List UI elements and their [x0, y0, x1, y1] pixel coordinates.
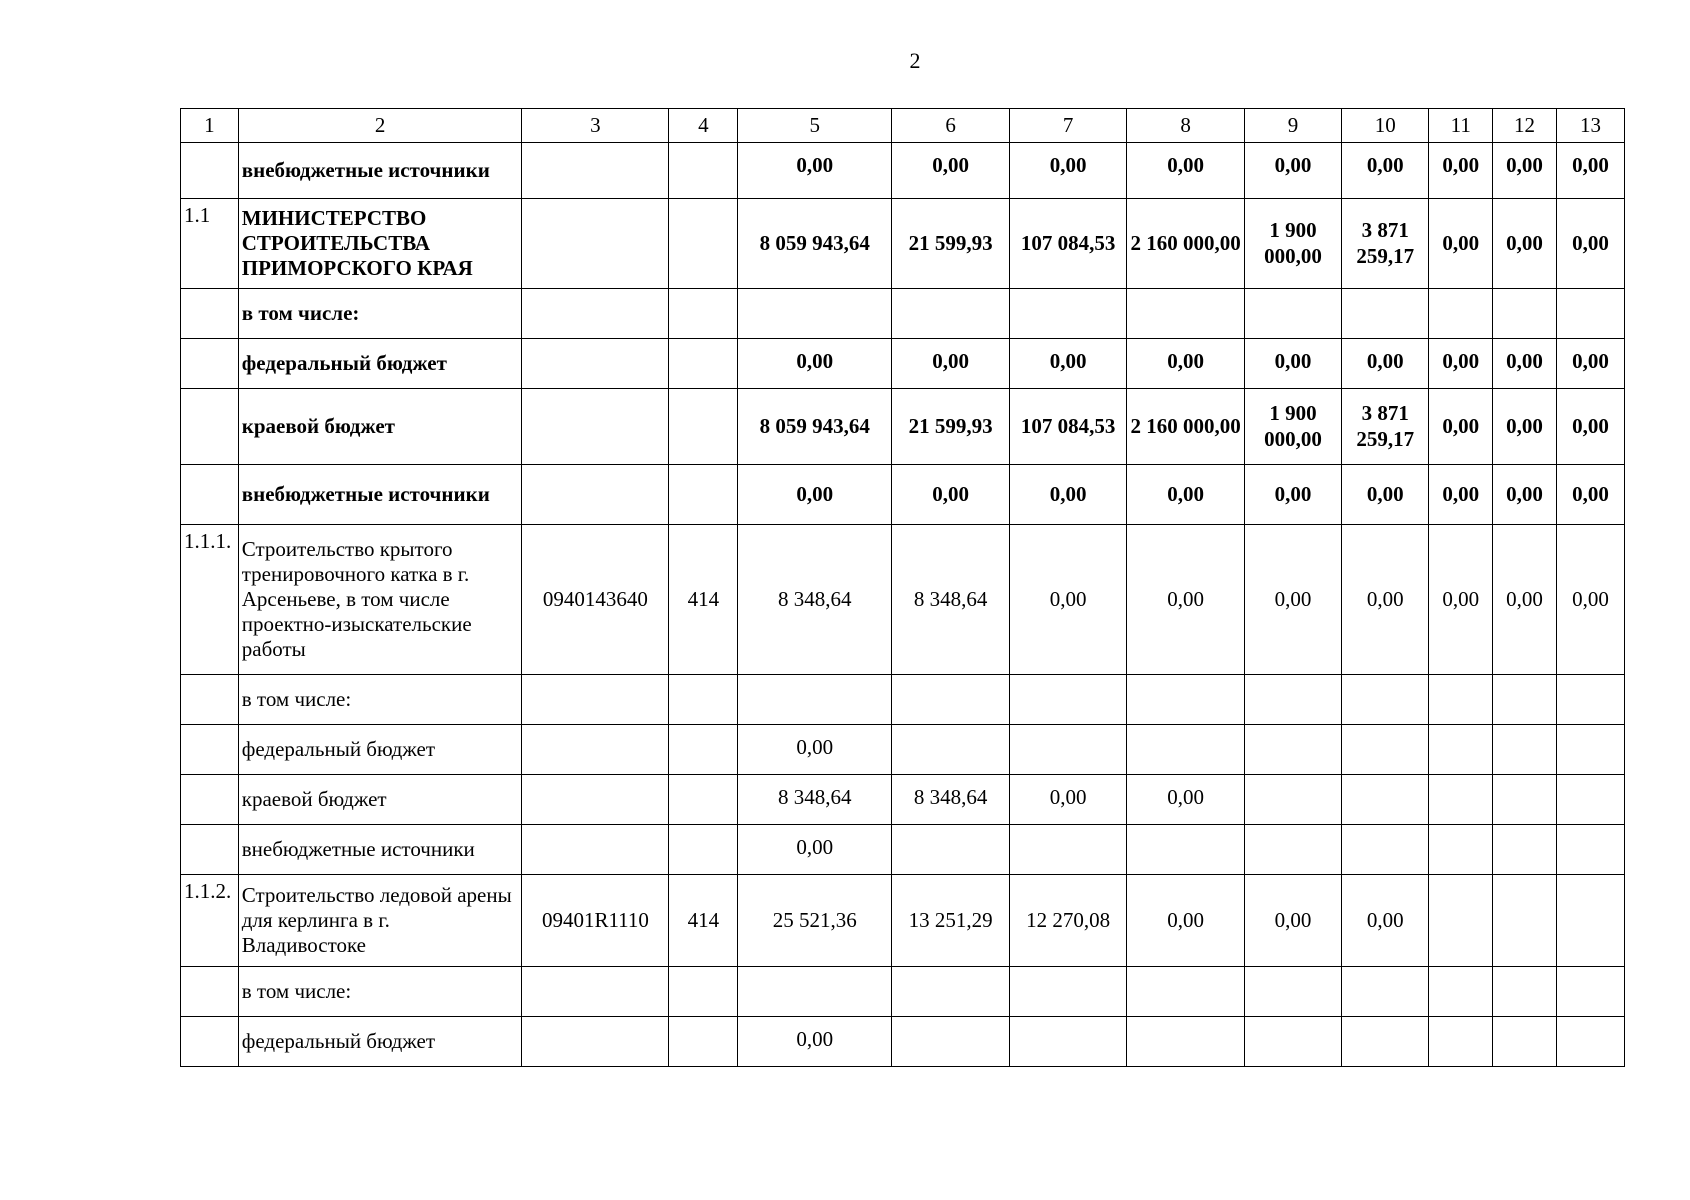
value-cell: 0,00 — [1009, 465, 1127, 525]
value-cell: 25 521,36 — [738, 875, 892, 967]
value-cell: 0,00 — [1342, 525, 1429, 675]
value-cell: 0,00 — [1009, 775, 1127, 825]
table-row — [181, 725, 1625, 775]
row-kvr — [669, 339, 738, 389]
value-cell: 3 871 259,17 — [1342, 389, 1429, 465]
value-cell: 0,00 — [1127, 339, 1245, 389]
row-name: в том числе: — [238, 675, 522, 725]
value-cell — [1127, 725, 1245, 775]
header-cell: 6 — [892, 109, 1010, 143]
value-cell: 0,00 — [1009, 525, 1127, 675]
value-cell — [1429, 875, 1493, 967]
value-cell: 0,00 — [738, 825, 892, 875]
value-cell: 0,00 — [1556, 389, 1624, 465]
row-name: внебюджетные источники — [238, 825, 522, 875]
row-name: в том числе: — [238, 967, 522, 1017]
row-code — [522, 199, 669, 289]
value-cell — [1342, 775, 1429, 825]
row-code — [522, 775, 669, 825]
value-cell — [1244, 1017, 1341, 1067]
value-cell — [1127, 289, 1245, 339]
value-cell — [738, 289, 892, 339]
value-cell: 21 599,93 — [892, 389, 1010, 465]
row-name: федеральный бюджет — [238, 1017, 522, 1067]
header-cell: 12 — [1493, 109, 1557, 143]
value-cell: 8 059 943,64 — [738, 199, 892, 289]
table-row — [181, 339, 1625, 389]
value-cell — [892, 289, 1010, 339]
table-row — [181, 967, 1625, 1017]
value-cell: 8 348,64 — [738, 525, 892, 675]
value-cell — [1009, 289, 1127, 339]
header-cell: 7 — [1009, 109, 1127, 143]
value-cell: 0,00 — [1127, 875, 1245, 967]
value-cell — [892, 967, 1010, 1017]
value-cell: 0,00 — [892, 465, 1010, 525]
value-cell: 0,00 — [892, 339, 1010, 389]
header-cell: 1 — [181, 109, 239, 143]
value-cell — [1429, 825, 1493, 875]
header-cell: 13 — [1556, 109, 1624, 143]
value-cell: 0,00 — [738, 725, 892, 775]
row-index: 1.1.1. — [181, 525, 239, 675]
row-code — [522, 1017, 669, 1067]
page-number: 2 — [909, 48, 921, 73]
table-row — [181, 143, 1625, 199]
value-cell — [1429, 1017, 1493, 1067]
value-cell — [1493, 675, 1557, 725]
row-code — [522, 825, 669, 875]
row-code — [522, 339, 669, 389]
row-index — [181, 775, 239, 825]
value-cell — [1244, 967, 1341, 1017]
row-kvr — [669, 199, 738, 289]
value-cell: 0,00 — [1493, 199, 1557, 289]
header-cell: 11 — [1429, 109, 1493, 143]
value-cell — [1342, 1017, 1429, 1067]
value-cell: 107 084,53 — [1009, 199, 1127, 289]
value-cell — [1429, 967, 1493, 1017]
value-cell — [1127, 1017, 1245, 1067]
row-name: МИНИСТЕРСТВО СТРОИТЕЛЬСТВА ПРИМОРСКОГО КРАЯ — [238, 199, 522, 289]
value-cell — [1556, 675, 1624, 725]
value-cell — [1429, 775, 1493, 825]
value-cell: 0,00 — [1342, 465, 1429, 525]
value-cell — [892, 675, 1010, 725]
value-cell: 0,00 — [1493, 389, 1557, 465]
value-cell: 0,00 — [1556, 525, 1624, 675]
value-cell: 0,00 — [1493, 525, 1557, 675]
value-cell — [1493, 875, 1557, 967]
value-cell — [1244, 825, 1341, 875]
row-code — [522, 465, 669, 525]
value-cell: 0,00 — [1493, 339, 1557, 389]
row-index — [181, 725, 239, 775]
value-cell — [1244, 289, 1341, 339]
row-code — [522, 389, 669, 465]
row-kvr — [669, 289, 738, 339]
value-cell — [892, 725, 1010, 775]
table-row — [181, 389, 1625, 465]
value-cell — [1556, 825, 1624, 875]
value-cell — [892, 1017, 1010, 1067]
row-code: 0940143640 — [522, 525, 669, 675]
row-index — [181, 1017, 239, 1067]
value-cell: 0,00 — [1429, 525, 1493, 675]
row-name: внебюджетные источники — [238, 143, 522, 199]
value-cell — [1342, 967, 1429, 1017]
value-cell: 0,00 — [1556, 339, 1624, 389]
row-kvr — [669, 725, 738, 775]
value-cell — [738, 967, 892, 1017]
value-cell: 8 348,64 — [738, 775, 892, 825]
value-cell: 0,00 — [1429, 465, 1493, 525]
value-cell: 0,00 — [1244, 525, 1341, 675]
value-cell: 0,00 — [1493, 143, 1557, 199]
row-kvr: 414 — [669, 525, 738, 675]
value-cell: 0,00 — [1556, 143, 1624, 199]
value-cell — [1009, 967, 1127, 1017]
row-name: внебюджетные источники — [238, 465, 522, 525]
row-index — [181, 675, 239, 725]
value-cell — [892, 825, 1010, 875]
row-code — [522, 143, 669, 199]
row-name: в том числе: — [238, 289, 522, 339]
value-cell: 0,00 — [1244, 465, 1341, 525]
row-kvr — [669, 465, 738, 525]
value-cell: 2 160 000,00 — [1127, 199, 1245, 289]
value-cell — [1493, 1017, 1557, 1067]
value-cell: 3 871 259,17 — [1342, 199, 1429, 289]
value-cell — [1556, 967, 1624, 1017]
value-cell — [1556, 725, 1624, 775]
value-cell — [1127, 825, 1245, 875]
value-cell: 0,00 — [1556, 465, 1624, 525]
row-code — [522, 725, 669, 775]
value-cell — [1429, 675, 1493, 725]
value-cell — [1556, 875, 1624, 967]
table-row — [181, 199, 1625, 289]
value-cell — [1244, 725, 1341, 775]
value-cell — [1127, 967, 1245, 1017]
row-name: федеральный бюджет — [238, 725, 522, 775]
row-kvr — [669, 1017, 738, 1067]
value-cell: 21 599,93 — [892, 199, 1010, 289]
value-cell: 1 900 000,00 — [1244, 389, 1341, 465]
header-row — [181, 109, 1625, 143]
value-cell: 1 900 000,00 — [1244, 199, 1341, 289]
value-cell — [1342, 289, 1429, 339]
value-cell: 0,00 — [738, 339, 892, 389]
value-cell: 107 084,53 — [1009, 389, 1127, 465]
row-kvr — [669, 675, 738, 725]
row-index — [181, 967, 239, 1017]
value-cell — [1493, 289, 1557, 339]
table-row — [181, 875, 1625, 967]
row-code: 09401R1110 — [522, 875, 669, 967]
value-cell — [1009, 725, 1127, 775]
value-cell — [1429, 725, 1493, 775]
row-index — [181, 825, 239, 875]
value-cell — [1493, 967, 1557, 1017]
value-cell: 0,00 — [1342, 143, 1429, 199]
row-code — [522, 675, 669, 725]
row-name: федеральный бюджет — [238, 339, 522, 389]
value-cell: 0,00 — [1556, 199, 1624, 289]
value-cell: 12 270,08 — [1009, 875, 1127, 967]
value-cell — [1493, 725, 1557, 775]
value-cell: 8 348,64 — [892, 775, 1010, 825]
value-cell: 0,00 — [1342, 875, 1429, 967]
table-row — [181, 289, 1625, 339]
value-cell: 8 059 943,64 — [738, 389, 892, 465]
value-cell: 0,00 — [1009, 339, 1127, 389]
row-index — [181, 339, 239, 389]
value-cell — [1429, 289, 1493, 339]
value-cell: 0,00 — [1429, 389, 1493, 465]
value-cell — [1556, 1017, 1624, 1067]
budget-table — [180, 108, 1625, 1067]
row-code — [522, 289, 669, 339]
value-cell — [1127, 675, 1245, 725]
value-cell — [738, 675, 892, 725]
row-index: 1.1.2. — [181, 875, 239, 967]
value-cell — [1342, 675, 1429, 725]
value-cell — [1009, 675, 1127, 725]
table-row — [181, 825, 1625, 875]
value-cell: 2 160 000,00 — [1127, 389, 1245, 465]
value-cell — [1009, 825, 1127, 875]
header-cell: 8 — [1127, 109, 1245, 143]
table-row — [181, 775, 1625, 825]
value-cell: 0,00 — [1244, 143, 1341, 199]
value-cell: 0,00 — [738, 1017, 892, 1067]
value-cell: 0,00 — [1127, 143, 1245, 199]
value-cell — [1493, 775, 1557, 825]
value-cell — [1493, 825, 1557, 875]
value-cell: 0,00 — [738, 465, 892, 525]
row-kvr — [669, 143, 738, 199]
value-cell: 0,00 — [1009, 143, 1127, 199]
value-cell — [1342, 825, 1429, 875]
table-row — [181, 465, 1625, 525]
value-cell — [1556, 289, 1624, 339]
header-cell: 3 — [522, 109, 669, 143]
row-index — [181, 143, 239, 199]
value-cell: 0,00 — [1342, 339, 1429, 389]
value-cell: 0,00 — [1493, 465, 1557, 525]
row-index: 1.1 — [181, 199, 239, 289]
row-name: Строительство крытого тренировочного катка в г. Арсеньеве, в том числе проектно-изыскательские работы — [238, 525, 522, 675]
value-cell: 0,00 — [1429, 199, 1493, 289]
header-cell: 9 — [1244, 109, 1341, 143]
row-index — [181, 465, 239, 525]
value-cell: 0,00 — [1244, 875, 1341, 967]
row-name: краевой бюджет — [238, 775, 522, 825]
value-cell: 0,00 — [1429, 339, 1493, 389]
row-kvr — [669, 389, 738, 465]
value-cell — [1244, 675, 1341, 725]
value-cell: 0,00 — [892, 143, 1010, 199]
header-cell: 10 — [1342, 109, 1429, 143]
value-cell — [1009, 1017, 1127, 1067]
value-cell: 0,00 — [1429, 143, 1493, 199]
row-index — [181, 289, 239, 339]
value-cell: 0,00 — [738, 143, 892, 199]
row-kvr: 414 — [669, 875, 738, 967]
value-cell: 0,00 — [1127, 465, 1245, 525]
table-row — [181, 675, 1625, 725]
value-cell: 13 251,29 — [892, 875, 1010, 967]
header-cell: 2 — [238, 109, 522, 143]
value-cell — [1556, 775, 1624, 825]
row-kvr — [669, 825, 738, 875]
value-cell: 0,00 — [1127, 775, 1245, 825]
row-code — [522, 967, 669, 1017]
row-index — [181, 389, 239, 465]
row-name: Строительство ледовой арены для керлинга в г. Владивостоке — [238, 875, 522, 967]
header-cell: 5 — [738, 109, 892, 143]
table-row — [181, 1017, 1625, 1067]
row-kvr — [669, 775, 738, 825]
value-cell: 8 348,64 — [892, 525, 1010, 675]
row-name: краевой бюджет — [238, 389, 522, 465]
value-cell: 0,00 — [1244, 339, 1341, 389]
row-kvr — [669, 967, 738, 1017]
table-row — [181, 525, 1625, 675]
value-cell: 0,00 — [1127, 525, 1245, 675]
value-cell — [1342, 725, 1429, 775]
value-cell — [1244, 775, 1341, 825]
header-cell: 4 — [669, 109, 738, 143]
